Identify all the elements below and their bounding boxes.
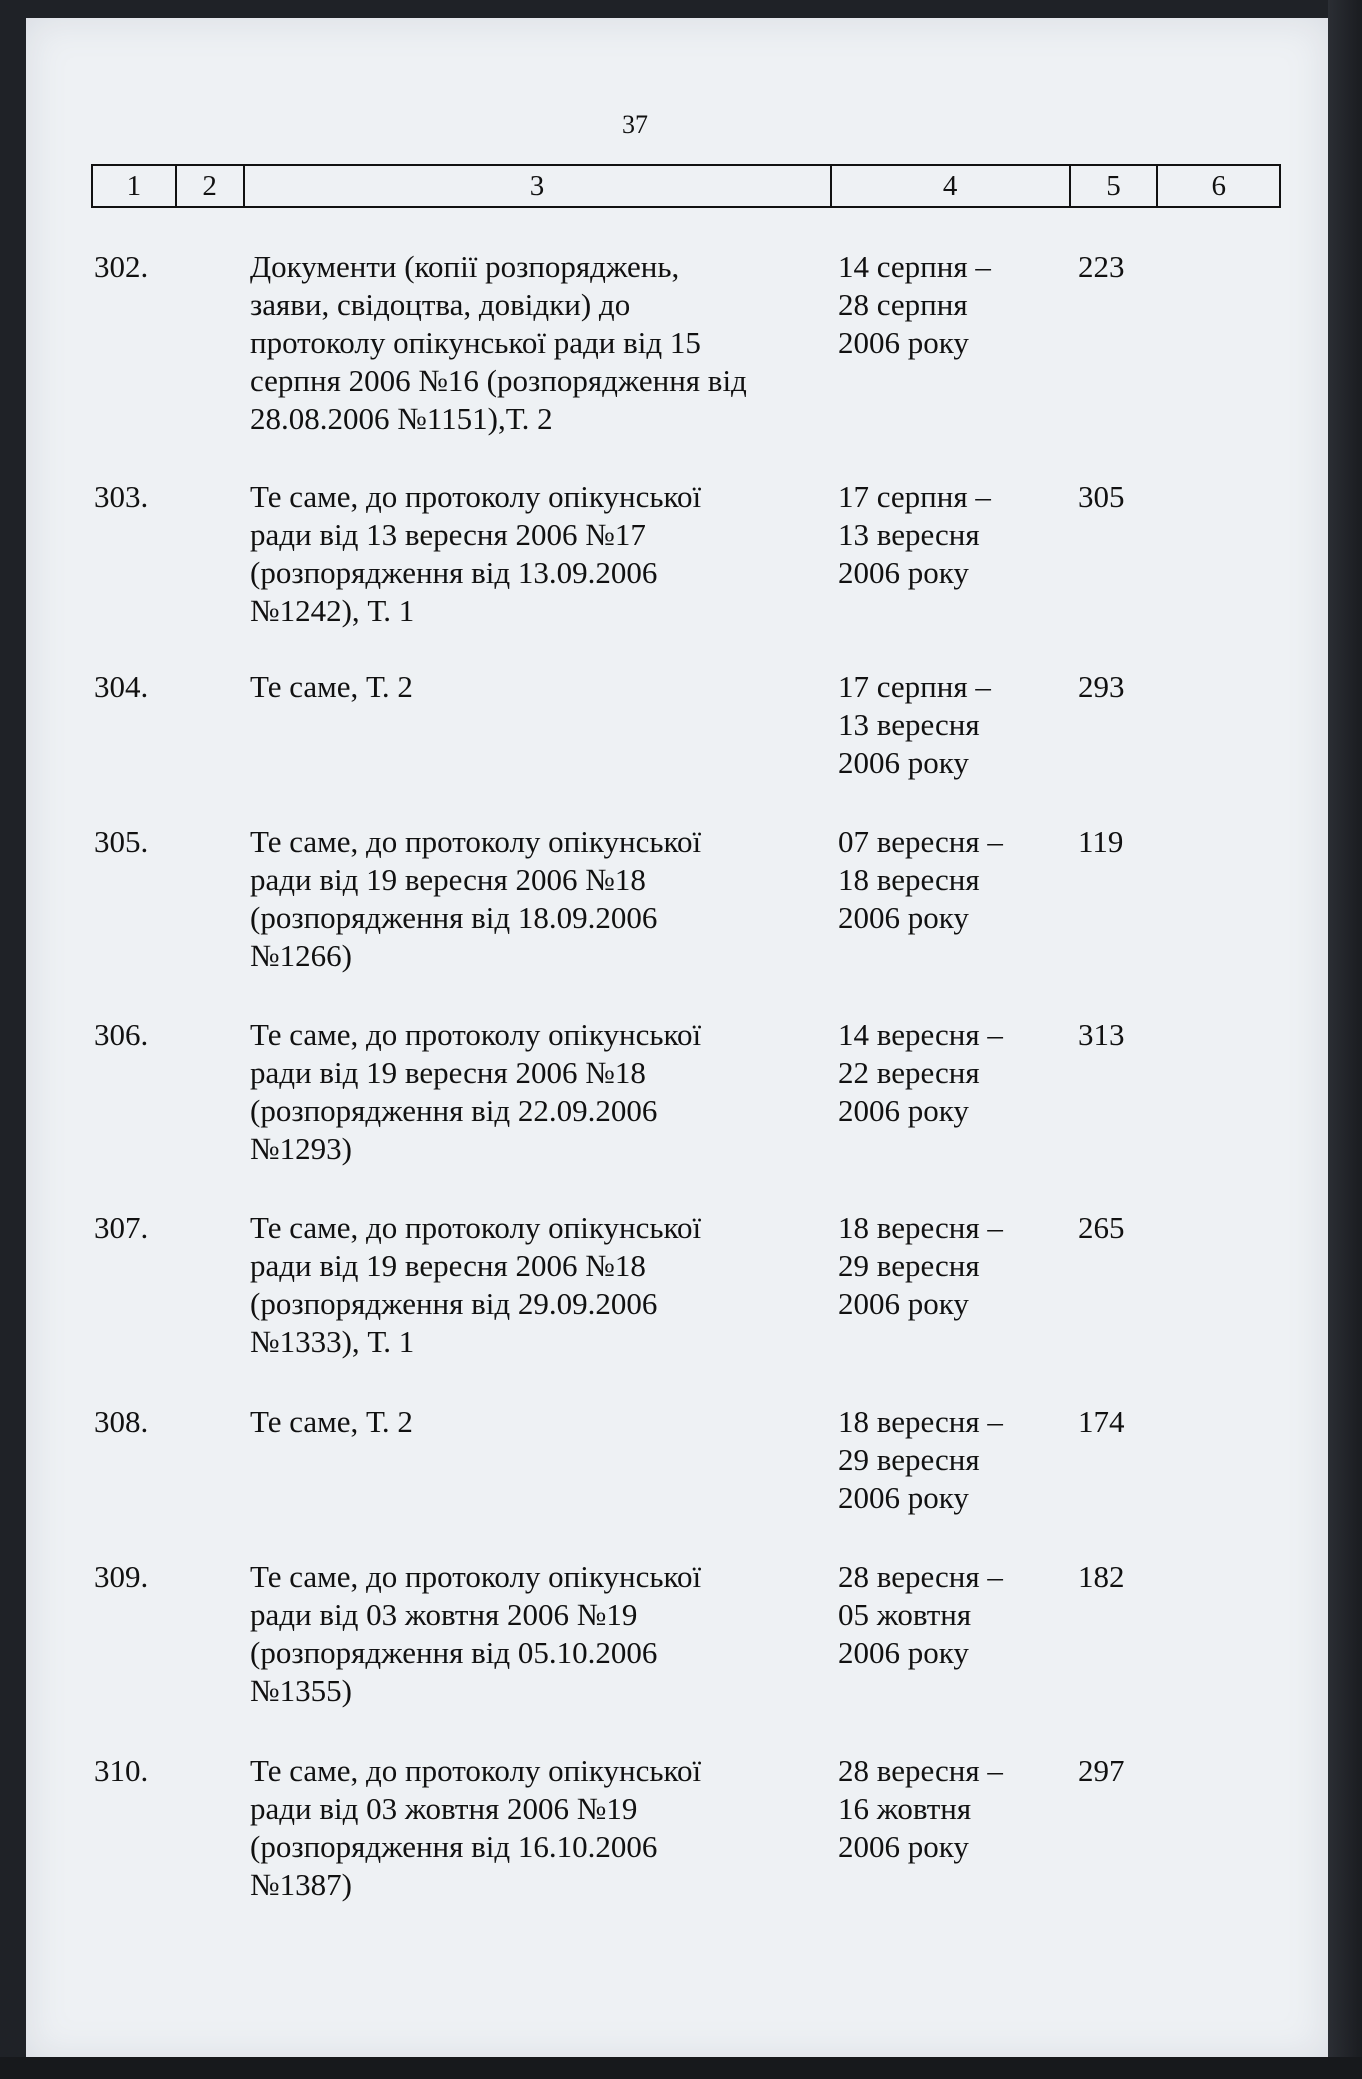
row-number: 302. [94,249,149,284]
row-description: Документи (копії розпоряджень, заяви, свідоцтва, довідки) до протоколу опікунської ради від 15 серпня 2006 №16 (розпорядження від 28.08.2006 №1151),Т. 2 [250,249,747,436]
row-number: 304. [94,669,149,704]
row-number: 310. [94,1753,149,1788]
row-dates: 28 вересня – 05 жовтня 2006 року [838,1559,1003,1670]
row-page-count: 182 [1078,1559,1125,1594]
row-number: 308. [94,1404,149,1439]
row-description: Те саме, до протоколу опікунської ради від 19 вересня 2006 №18 (розпорядження від 22.09.2006 №1293) [250,1017,702,1166]
column-header-2: 2 [177,166,245,206]
row-number: 309. [94,1559,149,1594]
row-dates: 14 серпня – 28 серпня 2006 року [838,249,991,360]
column-header-4: 4 [832,166,1071,206]
row-number: 307. [94,1210,149,1245]
column-header-5: 5 [1071,166,1159,206]
row-description: Те саме, до протоколу опікунської ради від 03 жовтня 2006 №19 (розпорядження від 05.10.2006 №1355) [250,1559,702,1708]
row-page-count: 174 [1078,1404,1125,1439]
row-page-count: 313 [1078,1017,1125,1052]
row-page-count: 119 [1078,824,1124,859]
row-page-count: 297 [1078,1753,1125,1788]
row-dates: 17 серпня – 13 вересня 2006 року [838,479,991,590]
row-dates: 28 вересня – 16 жовтня 2006 року [838,1753,1003,1864]
row-description: Те саме, до протоколу опікунської ради від 03 жовтня 2006 №19 (розпорядження від 16.10.2006 №1387) [250,1753,702,1902]
row-dates: 14 вересня – 22 вересня 2006 року [838,1017,1003,1128]
row-number: 303. [94,479,149,514]
row-description: Те саме, Т. 2 [250,669,413,704]
row-number: 306. [94,1017,149,1052]
row-page-count: 223 [1078,249,1125,284]
column-header-6: 6 [1211,169,1226,202]
row-description: Те саме, Т. 2 [250,1404,413,1439]
row-dates: 17 серпня – 13 вересня 2006 року [838,669,991,780]
column-header-1: 1 [93,166,177,206]
row-description: Те саме, до протоколу опікунської ради від 19 вересня 2006 №18 (розпорядження від 29.09.2006 №1333), Т. 1 [250,1210,702,1359]
row-number: 305. [94,824,149,859]
row-description: Те саме, до протоколу опікунської ради від 13 вересня 2006 №17 (розпорядження від 13.09.2006 №1242), Т. 1 [250,479,702,628]
row-dates: 18 вересня – 29 вересня 2006 року [838,1404,1003,1515]
page-bottom-shadow [0,2057,1362,2079]
page-number: 37 [622,110,648,139]
row-description: Те саме, до протоколу опікунської ради від 19 вересня 2006 №18 (розпорядження від 18.09.2006 №1266) [250,824,702,973]
column-header-table [91,164,1281,208]
row-dates: 18 вересня – 29 вересня 2006 року [838,1210,1003,1321]
column-header-3: 3 [245,166,832,206]
row-page-count: 293 [1078,669,1125,704]
row-page-count: 305 [1078,479,1125,514]
page-edge-shadow [1328,0,1362,2079]
row-page-count: 265 [1078,1210,1125,1245]
row-dates: 07 вересня – 18 вересня 2006 року [838,824,1003,935]
